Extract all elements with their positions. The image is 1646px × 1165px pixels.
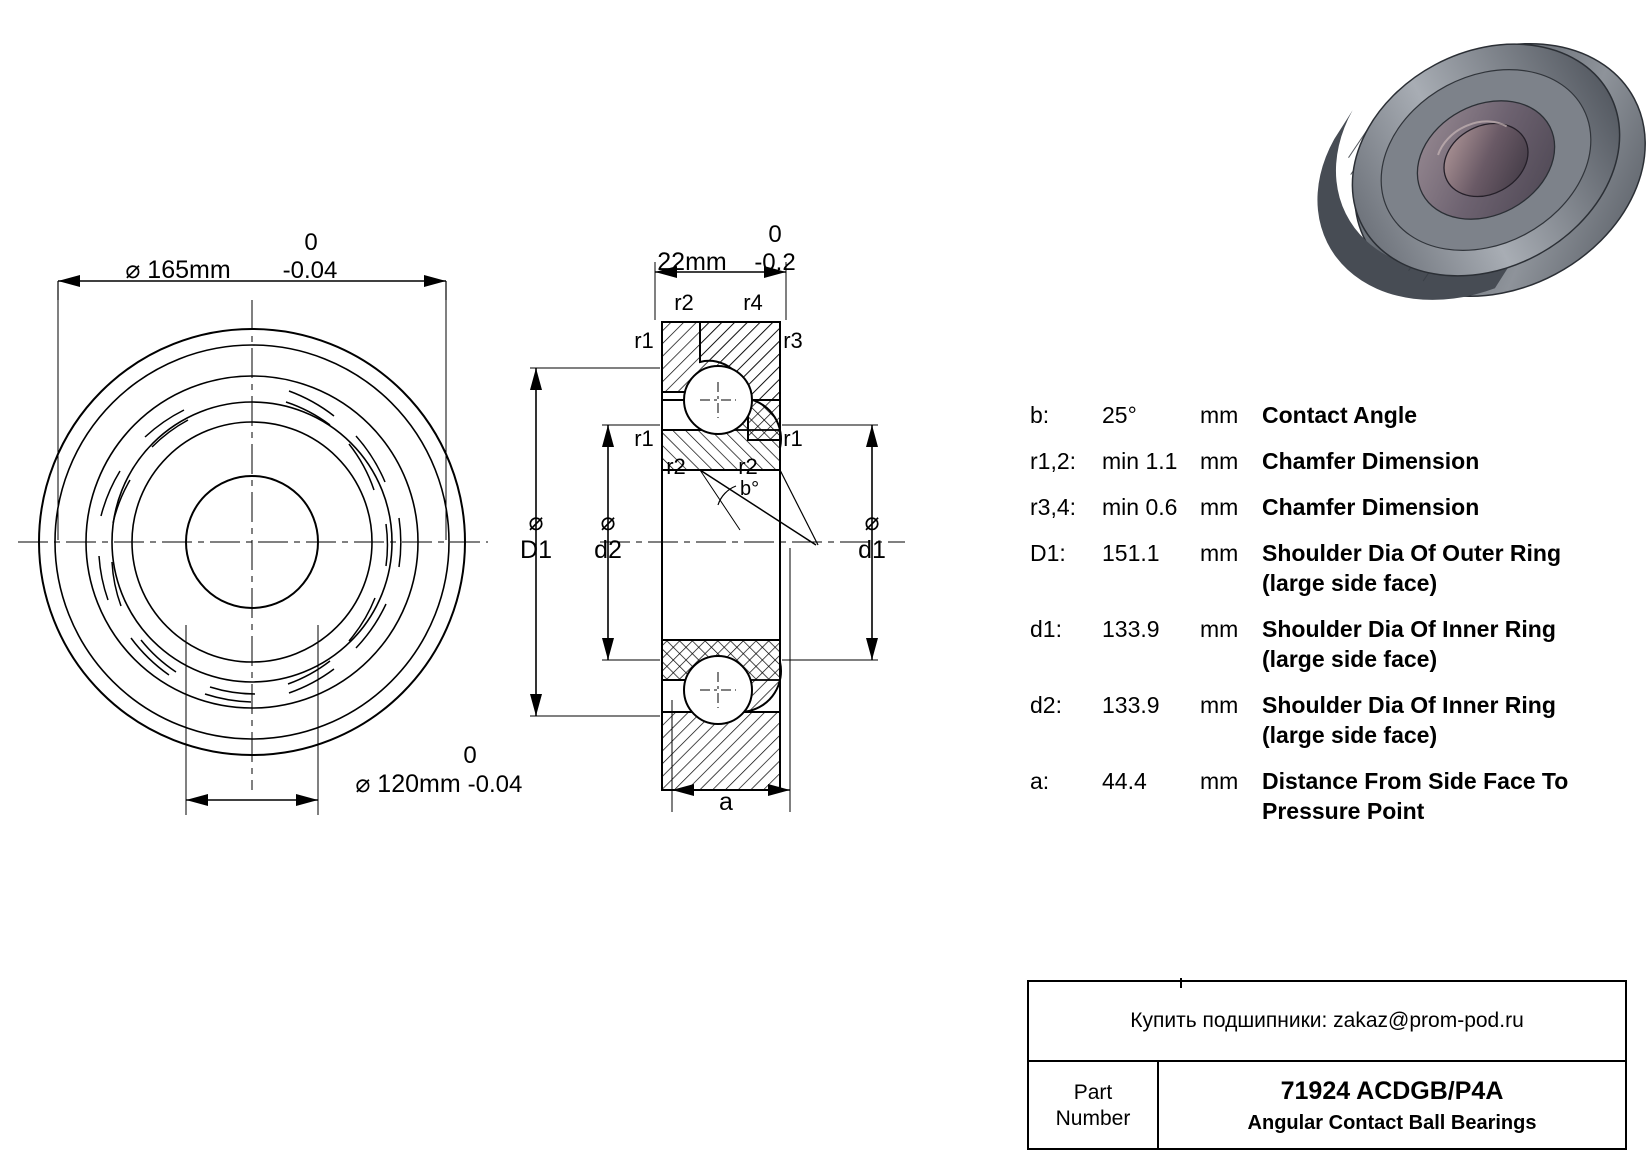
- spec-value: min 1.1: [1102, 448, 1178, 474]
- spec-unit: mm: [1200, 768, 1239, 794]
- svg-text:-0.04: -0.04: [282, 257, 338, 284]
- spec-row: [1030, 446, 1630, 476]
- svg-text:0: 0: [768, 221, 782, 248]
- spec-value: 151.1: [1102, 540, 1160, 566]
- svg-text:a: a: [719, 788, 733, 816]
- spec-description: [1262, 690, 1630, 750]
- spec-unit: mm: [1200, 448, 1239, 474]
- svg-text:22mm: 22mm: [657, 248, 727, 276]
- spec-description-line1: Distance From Side Face To: [1262, 768, 1569, 794]
- svg-text:r2: r2: [674, 290, 694, 315]
- spec-value: 133.9: [1102, 692, 1160, 718]
- spec-description-line1: Chamfer Dimension: [1262, 448, 1480, 474]
- svg-text:⌀: ⌀: [528, 508, 544, 536]
- title-block-tick: [1180, 978, 1182, 988]
- spec-row: [1030, 492, 1630, 522]
- svg-text:d2: d2: [594, 536, 622, 564]
- spec-key: d2:: [1030, 692, 1062, 718]
- spec-description: [1262, 446, 1630, 476]
- spec-unit: mm: [1200, 616, 1239, 642]
- spec-key: a:: [1030, 768, 1050, 794]
- spec-description-line2: (large side face): [1262, 570, 1438, 596]
- spec-description: [1262, 400, 1630, 430]
- svg-text:0: 0: [463, 742, 477, 769]
- part-type-text: Angular Contact Ball Bearings: [1247, 1112, 1537, 1134]
- spec-unit: mm: [1200, 540, 1239, 566]
- spec-row: [1030, 614, 1630, 674]
- part-label-line2: Number: [1055, 1107, 1131, 1130]
- part-label-line1: Part: [1073, 1081, 1113, 1104]
- svg-text:r1: r1: [783, 426, 803, 451]
- spec-key: D1:: [1030, 540, 1066, 566]
- svg-text:0: 0: [304, 229, 318, 256]
- front-view: [18, 229, 522, 815]
- spec-value: 44.4: [1102, 768, 1147, 794]
- spec-value: 25°: [1102, 402, 1137, 428]
- spec-description: [1262, 766, 1630, 826]
- spec-unit: mm: [1200, 494, 1239, 520]
- spec-description-line2: (large side face): [1262, 722, 1438, 748]
- svg-text:D1: D1: [520, 536, 552, 564]
- svg-text:r4: r4: [743, 290, 763, 315]
- contact-line-text: Купить подшипники: zakaz@prom-pod.ru: [1130, 1009, 1524, 1032]
- svg-text:r2: r2: [738, 454, 758, 479]
- spec-key: r1,2:: [1030, 448, 1077, 474]
- section-view: [520, 221, 905, 816]
- spec-description-line1: Shoulder Dia Of Outer Ring: [1262, 540, 1562, 566]
- svg-text:d1: d1: [858, 536, 886, 564]
- title-block-bottom: [1029, 1062, 1625, 1150]
- spec-description: [1262, 538, 1630, 598]
- spec-value: min 0.6: [1102, 494, 1178, 520]
- spec-description: [1262, 614, 1630, 674]
- specification-table: [1030, 400, 1630, 842]
- svg-text:r1: r1: [634, 328, 654, 353]
- spec-value: 133.9: [1102, 616, 1160, 642]
- spec-row: [1030, 538, 1630, 598]
- svg-text:-0.2: -0.2: [754, 249, 796, 276]
- spec-description-line1: Contact Angle: [1262, 402, 1418, 428]
- svg-text:⌀ 165mm: ⌀ 165mm: [125, 256, 231, 284]
- svg-text:⌀: ⌀: [864, 508, 880, 536]
- spec-description-line1: Shoulder Dia Of Inner Ring: [1262, 616, 1556, 642]
- spec-description-line1: Chamfer Dimension: [1262, 494, 1480, 520]
- bearing-3d-render: [1278, 0, 1646, 348]
- title-block: [1027, 980, 1627, 1150]
- contact-line-cell: [1029, 982, 1625, 1062]
- spec-row: [1030, 690, 1630, 750]
- spec-description-line1: Shoulder Dia Of Inner Ring: [1262, 692, 1556, 718]
- spec-key: d1:: [1030, 616, 1062, 642]
- svg-text:r3: r3: [783, 328, 803, 353]
- svg-text:r1: r1: [634, 426, 654, 451]
- part-number-label: [1029, 1062, 1159, 1150]
- svg-text:r2: r2: [666, 454, 686, 479]
- svg-text:b°: b°: [740, 478, 760, 500]
- part-number-text: 71924 ACDGB/P4A: [1280, 1077, 1504, 1105]
- svg-text:-0.04: -0.04: [467, 771, 523, 798]
- spec-unit: mm: [1200, 692, 1239, 718]
- svg-text:⌀ 120mm: ⌀ 120mm: [355, 770, 461, 798]
- part-number-value: [1159, 1062, 1625, 1150]
- spec-description: [1262, 492, 1630, 522]
- svg-text:⌀: ⌀: [600, 508, 616, 536]
- spec-row: [1030, 766, 1630, 826]
- spec-unit: mm: [1200, 402, 1239, 428]
- spec-row: [1030, 400, 1630, 430]
- spec-description-line2: Pressure Point: [1262, 798, 1425, 824]
- spec-key: b:: [1030, 402, 1050, 428]
- spec-description-line2: (large side face): [1262, 646, 1438, 672]
- spec-key: r3,4:: [1030, 494, 1077, 520]
